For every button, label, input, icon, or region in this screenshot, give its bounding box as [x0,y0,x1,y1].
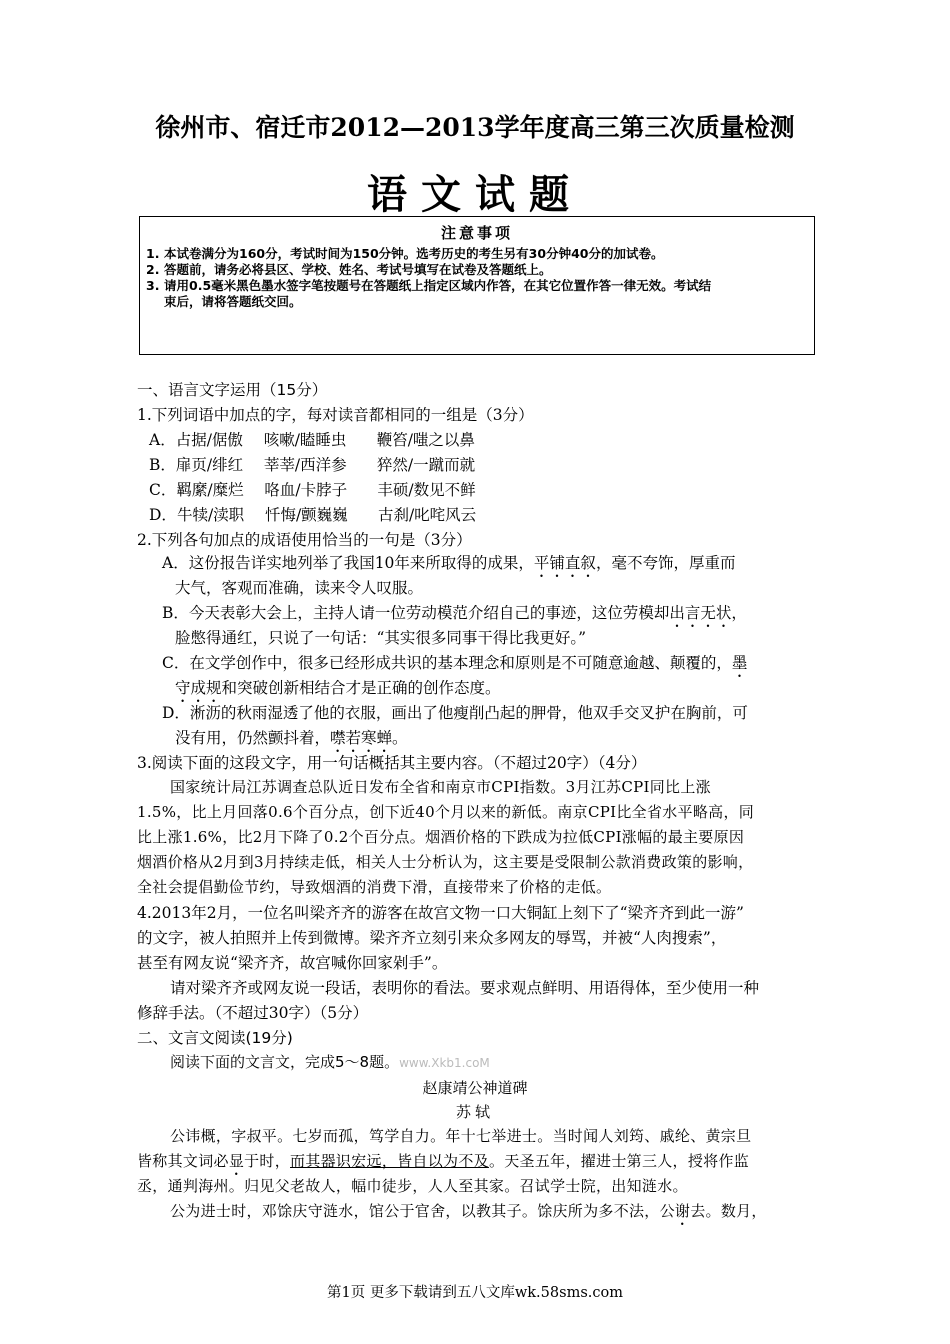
text: 。天圣五年，擢进士第三人，授将作监 [488,1152,750,1170]
text: B．今天表彰大会上，主持人请一位劳动模范介绍自己的事迹，这位劳模却 [162,604,670,622]
text: 。 [392,729,408,747]
notice-item-number: 3. [146,278,160,293]
text: 于时， [244,1152,291,1170]
option-word: 咳嗽/瞌睡虫 [263,431,347,449]
text: 皆称其文词必 [137,1152,229,1170]
section-heading: 二、文言文阅读(19分) [137,1029,293,1047]
text: ， [731,604,747,622]
option-row [149,428,475,450]
notice-item-text: 答题前，请务必将县区、学校、姓名、考试号填写在试卷及答题纸上。 [164,262,552,277]
passage-line [170,1200,767,1229]
option-word: 扉页/绯红 [175,456,244,474]
dotted-idiom: 平铺直叙 [533,554,596,572]
notice-item [146,292,302,310]
option-b-line2: 脸憋得通红，只说了一句话：“其实很多同事干得比我更好。” [175,629,587,647]
passage-line: 烟酒价格从2月到3月持续走低，相关人士分析认为，这主要是受限制公款消费政策的影响， [137,853,754,871]
option-label: A． [149,431,176,449]
question-text: 甚至有网友说“梁齐齐，故宫喊你回家剁手”。 [137,954,448,972]
option-word: 莘莘/西洋参 [263,456,347,474]
option-word: 忏悔/颤巍巍 [264,506,348,524]
option-word: 占据/倨傲 [175,431,243,449]
passage-line: 丞，通判海州。归见父老故人，幅巾徒步，人人至其家。召试学士院，出知涟水。 [137,1177,688,1195]
option-d-line: D．淅沥的秋雨湿透了他的衣服，画出了他瘦削凸起的胛骨，他双手交叉护在胸前，可 [162,704,748,722]
notice-box [139,216,815,355]
notice-item-text: 束后，请将答题纸交回。 [164,294,302,309]
option-row [149,478,476,500]
instruction-text: 阅读下面的文言文，完成5～8题。 [170,1053,400,1071]
watermark: www.Xkb1.coM [399,1056,490,1070]
option-word: 猝然/一蹴而就 [376,456,476,474]
text: 和突破创新相结合才是正确的创作态度。 [221,679,501,697]
instruction [170,1051,490,1072]
passage-line: 比上涨1.6%，比2月下降了0.2个百分点。烟酒价格的下跌成为拉低CPI涨幅的最主要原因 [137,828,745,846]
text: ，毫不夸饰，厚重而 [595,554,736,572]
text: C．在文学创作中，很多已经形成共识的基本理念和原则是不可随意逾越、颠覆的， [162,654,732,672]
question-text: 修辞手法。（不超过30字）（5分） [137,1004,369,1022]
option-word: 丰硕/数见不鲜 [377,481,476,499]
notice-item-number: 1. [146,246,160,261]
option-row [149,503,476,525]
option-word: 鞭笞/嗤之以鼻 [376,431,475,449]
question-text: 4.2013年2月，一位名叫梁齐齐的游客在故宫文物一口大铜缸上刻下了“梁齐齐到此一游” [137,904,744,922]
notice-title: 注意事项 [440,224,513,242]
option-label: D． [149,506,177,524]
option-label: C． [149,481,177,499]
text: 公为进士时，邓馀庆守涟水，馆公于官舍，以教其子。馀庆所为多不法，公 [170,1202,675,1220]
dotted-char: 显 [228,1152,245,1170]
option-label: B． [149,456,176,474]
dotted-idiom: 墨 [731,654,748,672]
text: 没有用，仍然颤抖着， [175,729,331,747]
question-stem: 3.阅读下面的这段文字，用一句话概括其主要内容。（不超过20字）（4分） [137,754,647,772]
passage-line: 1.5%，比上月回落0.6个百分点，创下近40个月以来的新低。南京CPI比全省水平略高，同 [137,803,755,821]
text: A．这份报告详实地列举了我国10年来所取得的成果， [162,554,534,572]
question-text: 请对梁齐齐或网友说一段话，表明你的看法。要求观点鲜明、用语得体，至少使用一种 [170,979,760,997]
option-word: 古刹/叱咤风云 [377,506,477,524]
notice-item-text: 本试卷满分为160分，考试时间为150分钟。选考历史的考生另有30分钟40分的加试卷。 [164,246,664,261]
passage-title: 赵康靖公神道碑 [422,1079,528,1097]
page-footer: 第1页 更多下载请到五八文库wk.58sms.com [327,1285,623,1301]
dotted-idiom: 守成规 [175,679,222,697]
option-a-line2: 大气，客观而准确，读来令人叹服。 [175,579,424,597]
dotted-idiom: 噤若寒蝉 [330,729,393,747]
dotted-char: 谢 [674,1202,691,1220]
underlined-sentence: 而其器识宏远，皆自以为不及 [290,1152,489,1170]
passage-author: 苏轼 [455,1103,494,1121]
subject-title: 语文试题 [367,171,583,218]
section-heading: 一、语言文字运用（15分） [137,381,328,399]
passage-line: 公讳概，字叔平。七岁而孤，笃学自力。年十七举进士。当时闻人刘筠、戚纶、黄宗旦 [170,1127,752,1145]
question-stem: 1.下列词语中加点的字，每对读音都相同的一组是（3分） [137,406,534,424]
notice-item-text: 请用0.5毫米黑色墨水签字笔按题号在答题纸上指定区域内作答，在其它位置作答一律无效。考试结 [164,278,712,293]
exam-title: 徐州市、宿迁市2012—2013学年度高三第三次质量检测 [155,113,795,142]
text: 去。数月， [690,1202,767,1220]
option-row [149,453,475,475]
option-word: 羁縻/糜烂 [176,481,244,499]
option-word: 咯血/卡脖子 [264,481,348,499]
question-stem: 2.下列各句加点的成语使用恰当的一句是（3分） [137,531,472,549]
passage-line: 国家统计局江苏调查总队近日发布全省和南京市CPI指数。3月江苏CPI同比上涨 [170,778,711,796]
notice-item-number: 2. [146,262,160,277]
passage-line: 全社会提倡勤俭节约，导致烟酒的消费下滑，直接带来了价格的走低。 [137,878,612,896]
dotted-idiom: 出言无状 [669,604,732,622]
question-text: 的文字，被人拍照并上传到微博。梁齐齐立刻引来众多网友的辱骂，并被“人肉搜索”， [137,929,727,947]
option-word: 牛犊/渎职 [176,506,245,524]
